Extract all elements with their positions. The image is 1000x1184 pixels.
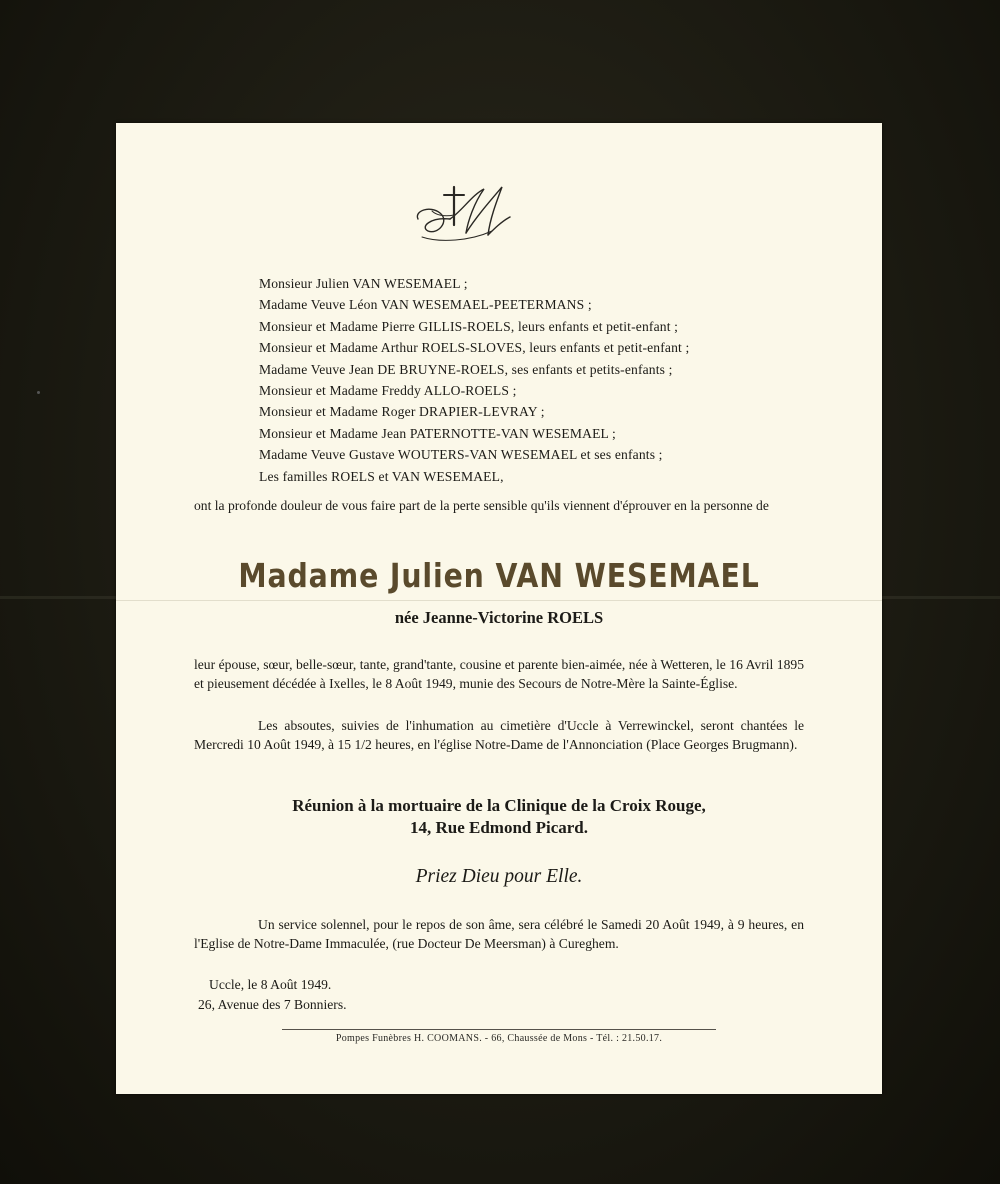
family-line: Madame Veuve Léon VAN WESEMAEL-PEETERMANS ; (259, 297, 592, 313)
maiden-name: née Jeanne-Victorine ROELS (394, 608, 604, 627)
gathering-line-2: 14, Rue Edmond Picard. (409, 818, 589, 837)
family-line: Monsieur Julien VAN WESEMAEL ; (259, 276, 468, 291)
funeral-details: Les absoutes, suivies de l'inhumation au cimetière d'Uccle à Verrewinckel, seront chantées le Mercredi 10 Août 1949, à 15 1/2 heures, en l'église Notre-Dame de l'Annonciation (Place Georges Brugmann). (194, 718, 804, 752)
family-line: Madame Veuve Gustave WOUTERS-VAN WESEMAEL et ses enfants ; (259, 447, 663, 463)
family-line: Monsieur et Madame Roger DRAPIER-LEVRAY ; (259, 404, 545, 420)
address-line: 26, Avenue des 7 Bonniers. (198, 996, 347, 1012)
family-line: Monsieur et Madame Freddy ALLO-ROELS ; (259, 383, 517, 399)
family-line: Madame Veuve Jean DE BRUYNE-ROELS, ses enfants et petits-enfants ; (259, 361, 673, 377)
gathering-line-1: Réunion à la mortuaire de la Clinique de la Croix Rouge, (292, 796, 706, 815)
deceased-name: Madame Julien VAN WESEMAEL (238, 556, 760, 595)
paper-speck (37, 391, 40, 394)
cross-monogram-icon (410, 181, 522, 247)
family-line: Monsieur et Madame Pierre GILLIS-ROELS, leurs enfants et petit-enfant ; (259, 318, 679, 334)
prayer-line: Priez Dieu pour Elle. (415, 866, 583, 887)
place-date-line: Uccle, le 8 Août 1949. (209, 977, 332, 992)
memorial-service: Un service solennel, pour le repos de son âme, sera célébré le Samedi 20 Août 1949, à 9 heures, en l'Eglise de Notre-Dame Immaculée, (rue Docteur De Meersman) à Cureghem. (194, 917, 804, 951)
family-line: Monsieur et Madame Jean PATERNOTTE-VAN WESEMAEL ; (259, 425, 616, 441)
divider (282, 1029, 716, 1030)
printer-credit: Pompes Funèbres H. COOMANS. - 66, Chaussée de Mons - Tél. : 21.50.17. (335, 1033, 663, 1044)
announcement-intro: ont la profonde douleur de vous faire part de la perte sensible qu'ils viennent d'éprouver en la personne de (194, 498, 769, 513)
family-line: Les familles ROELS et VAN WESEMAEL, (259, 468, 504, 484)
gathering-location (116, 795, 882, 839)
family-list (259, 273, 859, 487)
family-line: Monsieur et Madame Arthur ROELS-SLOVES, leurs enfants et petit-enfant ; (259, 340, 690, 356)
place-and-date (198, 975, 347, 1014)
sheet-fold-line (116, 600, 882, 601)
deceased-biography: leur épouse, sœur, belle-sœur, tante, grand'tante, cousine et parente bien-aimée, née à Wetteren, le 16 Avril 1895 et pieusement décédée à Ixelles, le 8 Août 1949, munie des Secours de Notre-Mère la Sainte-Église. (194, 657, 804, 691)
death-notice-sheet (116, 123, 882, 1094)
